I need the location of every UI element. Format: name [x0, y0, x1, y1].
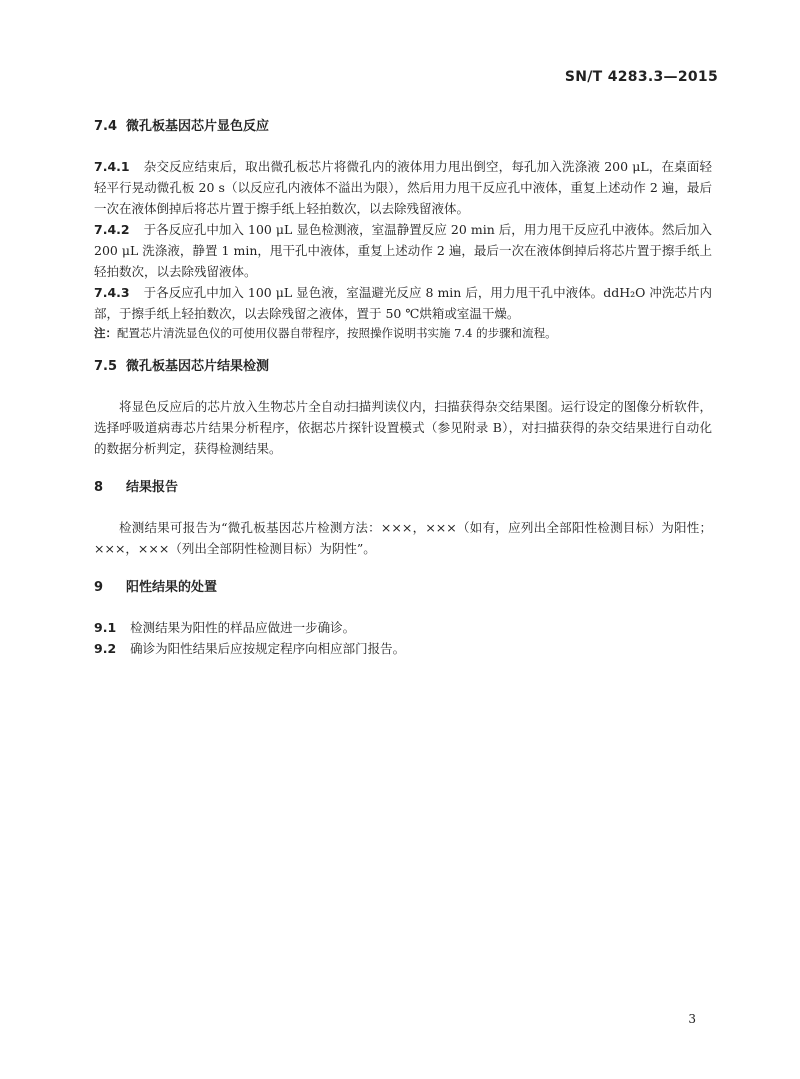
note-label: 注：	[94, 326, 117, 340]
clause-text: 杂交反应结束后，取出微孔板芯片将微孔内的液体用力甩出倒空，每孔加入洗涤液 200 μL，在桌面轻轻平行晃动微孔板 20 s（以反应孔内液体不溢出为限），然后用力甩干反应孔中液体，重复上述动作 2 遍，最后一次在液体倒掉后将芯片置于擦手纸上轻拍数次，以去除残留液体。	[94, 159, 712, 216]
clause-text: 于各反应孔中加入 100 μL 显色液，室温避光反应 8 min 后，用力甩干孔中液体。ddH₂O 冲洗芯片内部，于擦手纸上轻拍数次，以去除残留之液体，置于 50 ℃烘箱或室温干燥。	[94, 285, 712, 321]
section-heading-9	[94, 579, 712, 597]
section-title: 阳性结果的处置	[126, 580, 218, 595]
paragraph-7-4-3	[94, 282, 712, 324]
section-heading-7-5	[94, 358, 712, 376]
paragraph-7-4-2	[94, 219, 712, 282]
list-item-9-1	[94, 617, 712, 638]
section-heading-7-4	[94, 118, 712, 136]
section-title: 微孔板基因芯片结果检测	[126, 359, 270, 374]
clause-text: 确诊为阳性结果后应按规定程序向相应部门报告。	[130, 641, 406, 656]
section-heading-8	[94, 479, 712, 497]
paragraph-7-4-1	[94, 156, 712, 219]
document-code: SN/T 4283.3—2015	[564, 69, 718, 85]
section-number: 9	[94, 580, 104, 595]
note-text: 配置芯片清洗显色仪的可使用仪器自带程序，按照操作说明书实施 7.4 的步骤和流程。	[117, 326, 557, 340]
clause-number: 7.4.2	[94, 222, 130, 237]
section-title: 微孔板基因芯片显色反应	[126, 119, 270, 134]
document-body	[94, 118, 712, 659]
clause-number: 9.1	[94, 620, 117, 635]
section-number: 7.4	[94, 119, 118, 134]
clause-number: 7.4.3	[94, 285, 130, 300]
section-number: 8	[94, 480, 104, 495]
paragraph-8: 检测结果可报告为“微孔板基因芯片检测方法：×××，×××（如有，应列出全部阳性检测目标）为阳性；×××，×××（列出全部阴性检测目标）为阴性”。	[94, 520, 712, 556]
clause-number: 9.2	[94, 641, 117, 656]
clause-text: 于各反应孔中加入 100 μL 显色检测液，室温静置反应 20 min 后，用力甩干反应孔中液体。然后加入 200 μL 洗涤液，静置 1 min，甩干孔中液体，重复上述动作 2 遍，最后一次在液体倒掉后将芯片置于擦手纸上轻拍数次，以去除残留液体。	[94, 222, 712, 279]
clause-text: 检测结果为阳性的样品应做进一步确诊。	[130, 620, 356, 635]
clause-number: 7.4.1	[94, 159, 130, 174]
list-item-9-2	[94, 638, 712, 659]
paragraph-7-5: 将显色反应后的芯片放入生物芯片全自动扫描判读仪内，扫描获得杂交结果图。运行设定的图像分析软件，选择呼吸道病毒芯片结果分析程序，依据芯片探针设置模式（参见附录 B），对扫描获得的杂交结果进行自动化的数据分析判定，获得检测结果。	[94, 399, 712, 456]
section-title: 结果报告	[126, 480, 179, 495]
section-number: 7.5	[94, 359, 118, 374]
page-number: 3	[688, 1012, 696, 1026]
note-7-4	[94, 324, 712, 342]
